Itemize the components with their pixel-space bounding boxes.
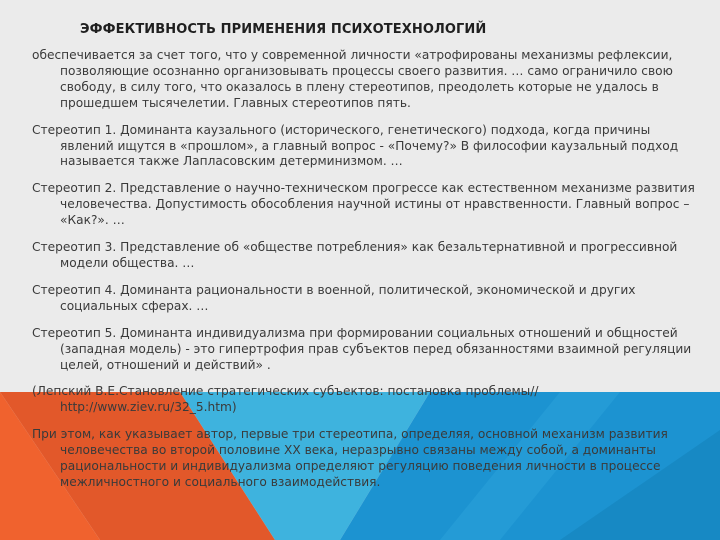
body-paragraph: обеспечивается за счет того, что у современной личности «атрофированы механизмы рефлексии, позволяющие осознанно организовывать процессы своего развития. … само ограничило свою свободу, в силу того, что оказалось в плену стереотипов, преодолеть которые не удалось в прошедшем тысячелетии. Главных стереотипов пять. [32, 48, 677, 110]
stereotype-2-paragraph: Стереотип 2. Представление о научно-техническом прогрессе как естественном механизме развития человечества. Допустимость обособления научной истины от нравственности. Главный вопрос – «Как?». … [32, 181, 699, 228]
stereotype-1-paragraph: Стереотип 1. Доминанта каузального (исторического, генетического) подхода, когда причины явлений ищутся в «прошлом», а главный вопрос - «Почему?» В философии каузальный подход называется также Лапласовским детерминизмом. … [32, 122, 683, 169]
stereotype-3-paragraph: Стереотип 3. Представление об «обществе потребления» как безальтернативной и прогрессивной модели общества. … [32, 240, 682, 270]
conclusion-paragraph: При этом, как указывает автор, первые три стереотипа, определяя, основной механизм развития человечества во второй половине XX века, неразрывно связаны между собой, а доминанты рациональности и индивидуализма определяют регуляцию поведения личности в процессе межличностного и социального взаимодействия. [32, 427, 672, 489]
stereotype-4-paragraph: Стереотип 4. Доминанта рациональности в военной, политической, экономической и других социальных сферах. … [32, 282, 640, 313]
citation-paragraph: (Лепский В.Е.Становление стратегических субъектов: постановка проблемы// http://www.ziev.ru/32_5.htm) [32, 384, 543, 415]
stereotype-5-paragraph: Стереотип 5. Доминанта индивидуализма при формировании социальных отношений и общностей (западная модель) - это гипертрофия прав субъектов перед обязанностями взаимной регуляции целей, отношений и действий» . [32, 325, 696, 372]
slide-title: ЭФФЕКТИВНОСТЬ ПРИМЕНЕНИЯ ПСИХОТЕХНОЛОГИЙ [80, 22, 487, 37]
slide-body [32, 48, 699, 502]
